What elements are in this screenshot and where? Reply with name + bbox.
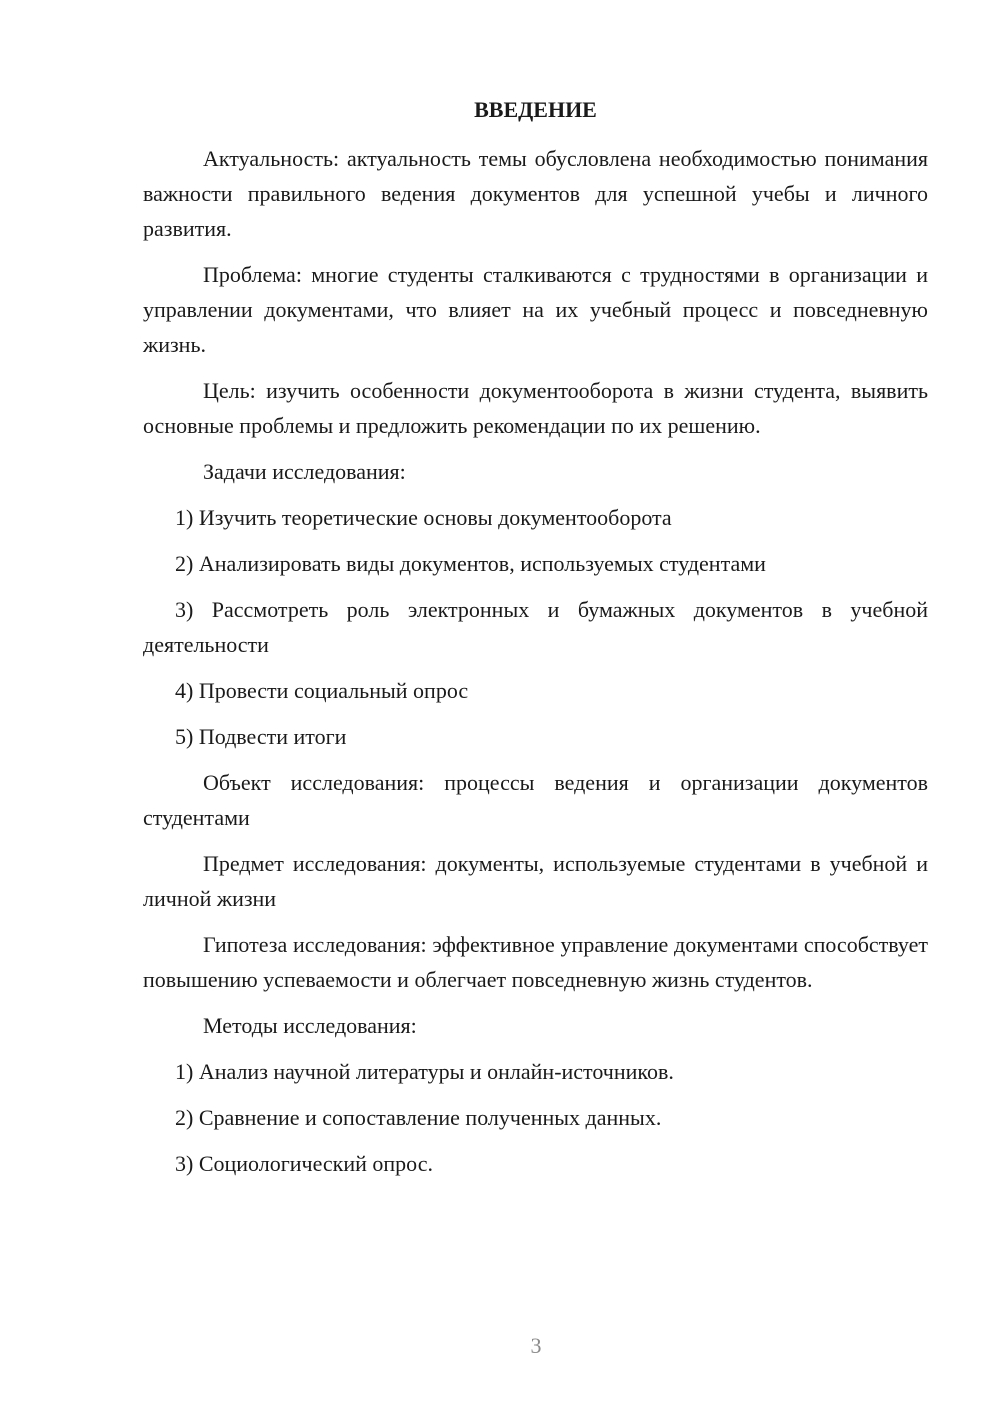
page-number: 3 [530,1333,542,1358]
goal-paragraph: Цель: изучить особенности документооборота в жизни студента, выявить основные проблемы и предложить рекомендации по их решению. [143,378,928,438]
document-page [143,95,928,1192]
page-title: ВВЕДЕНИЕ [474,97,597,122]
task-item-1: 1) Изучить теоретические основы документооборота [175,505,672,530]
object-paragraph: Объект исследования: процессы ведения и организации документов студентами [143,770,928,830]
task-item-4: 4) Провести социальный опрос [175,678,469,703]
method-item-3: 3) Социологический опрос. [175,1151,433,1176]
relevance-paragraph: Актуальность: актуальность темы обусловлена необходимостью понимания важности правильного ведения документов для успешной учебы и личного развития. [143,146,928,241]
problem-paragraph: Проблема: многие студенты сталкиваются с трудностями в организации и управлении документами, что влияет на их учебный процесс и повседневную жизнь. [143,262,928,357]
hypothesis-paragraph: Гипотеза исследования: эффективное управление документами способствует повышению успеваемости и облегчает повседневную жизнь студентов. [143,932,928,992]
method-item-1: 1) Анализ научной литературы и онлайн-источников. [175,1059,674,1084]
methods-heading: Методы исследования: [203,1013,417,1038]
task-item-2: 2) Анализировать виды документов, используемых студентами [175,551,766,576]
method-item-2: 2) Сравнение и сопоставление полученных данных. [175,1105,662,1130]
task-item-3: 3) Рассмотреть роль электронных и бумажных документов в учебной деятельности [143,597,928,657]
subject-paragraph: Предмет исследования: документы, используемые студентами в учебной и личной жизни [143,851,928,911]
tasks-heading: Задачи исследования: [203,459,406,484]
task-item-5: 5) Подвести итоги [175,724,347,749]
